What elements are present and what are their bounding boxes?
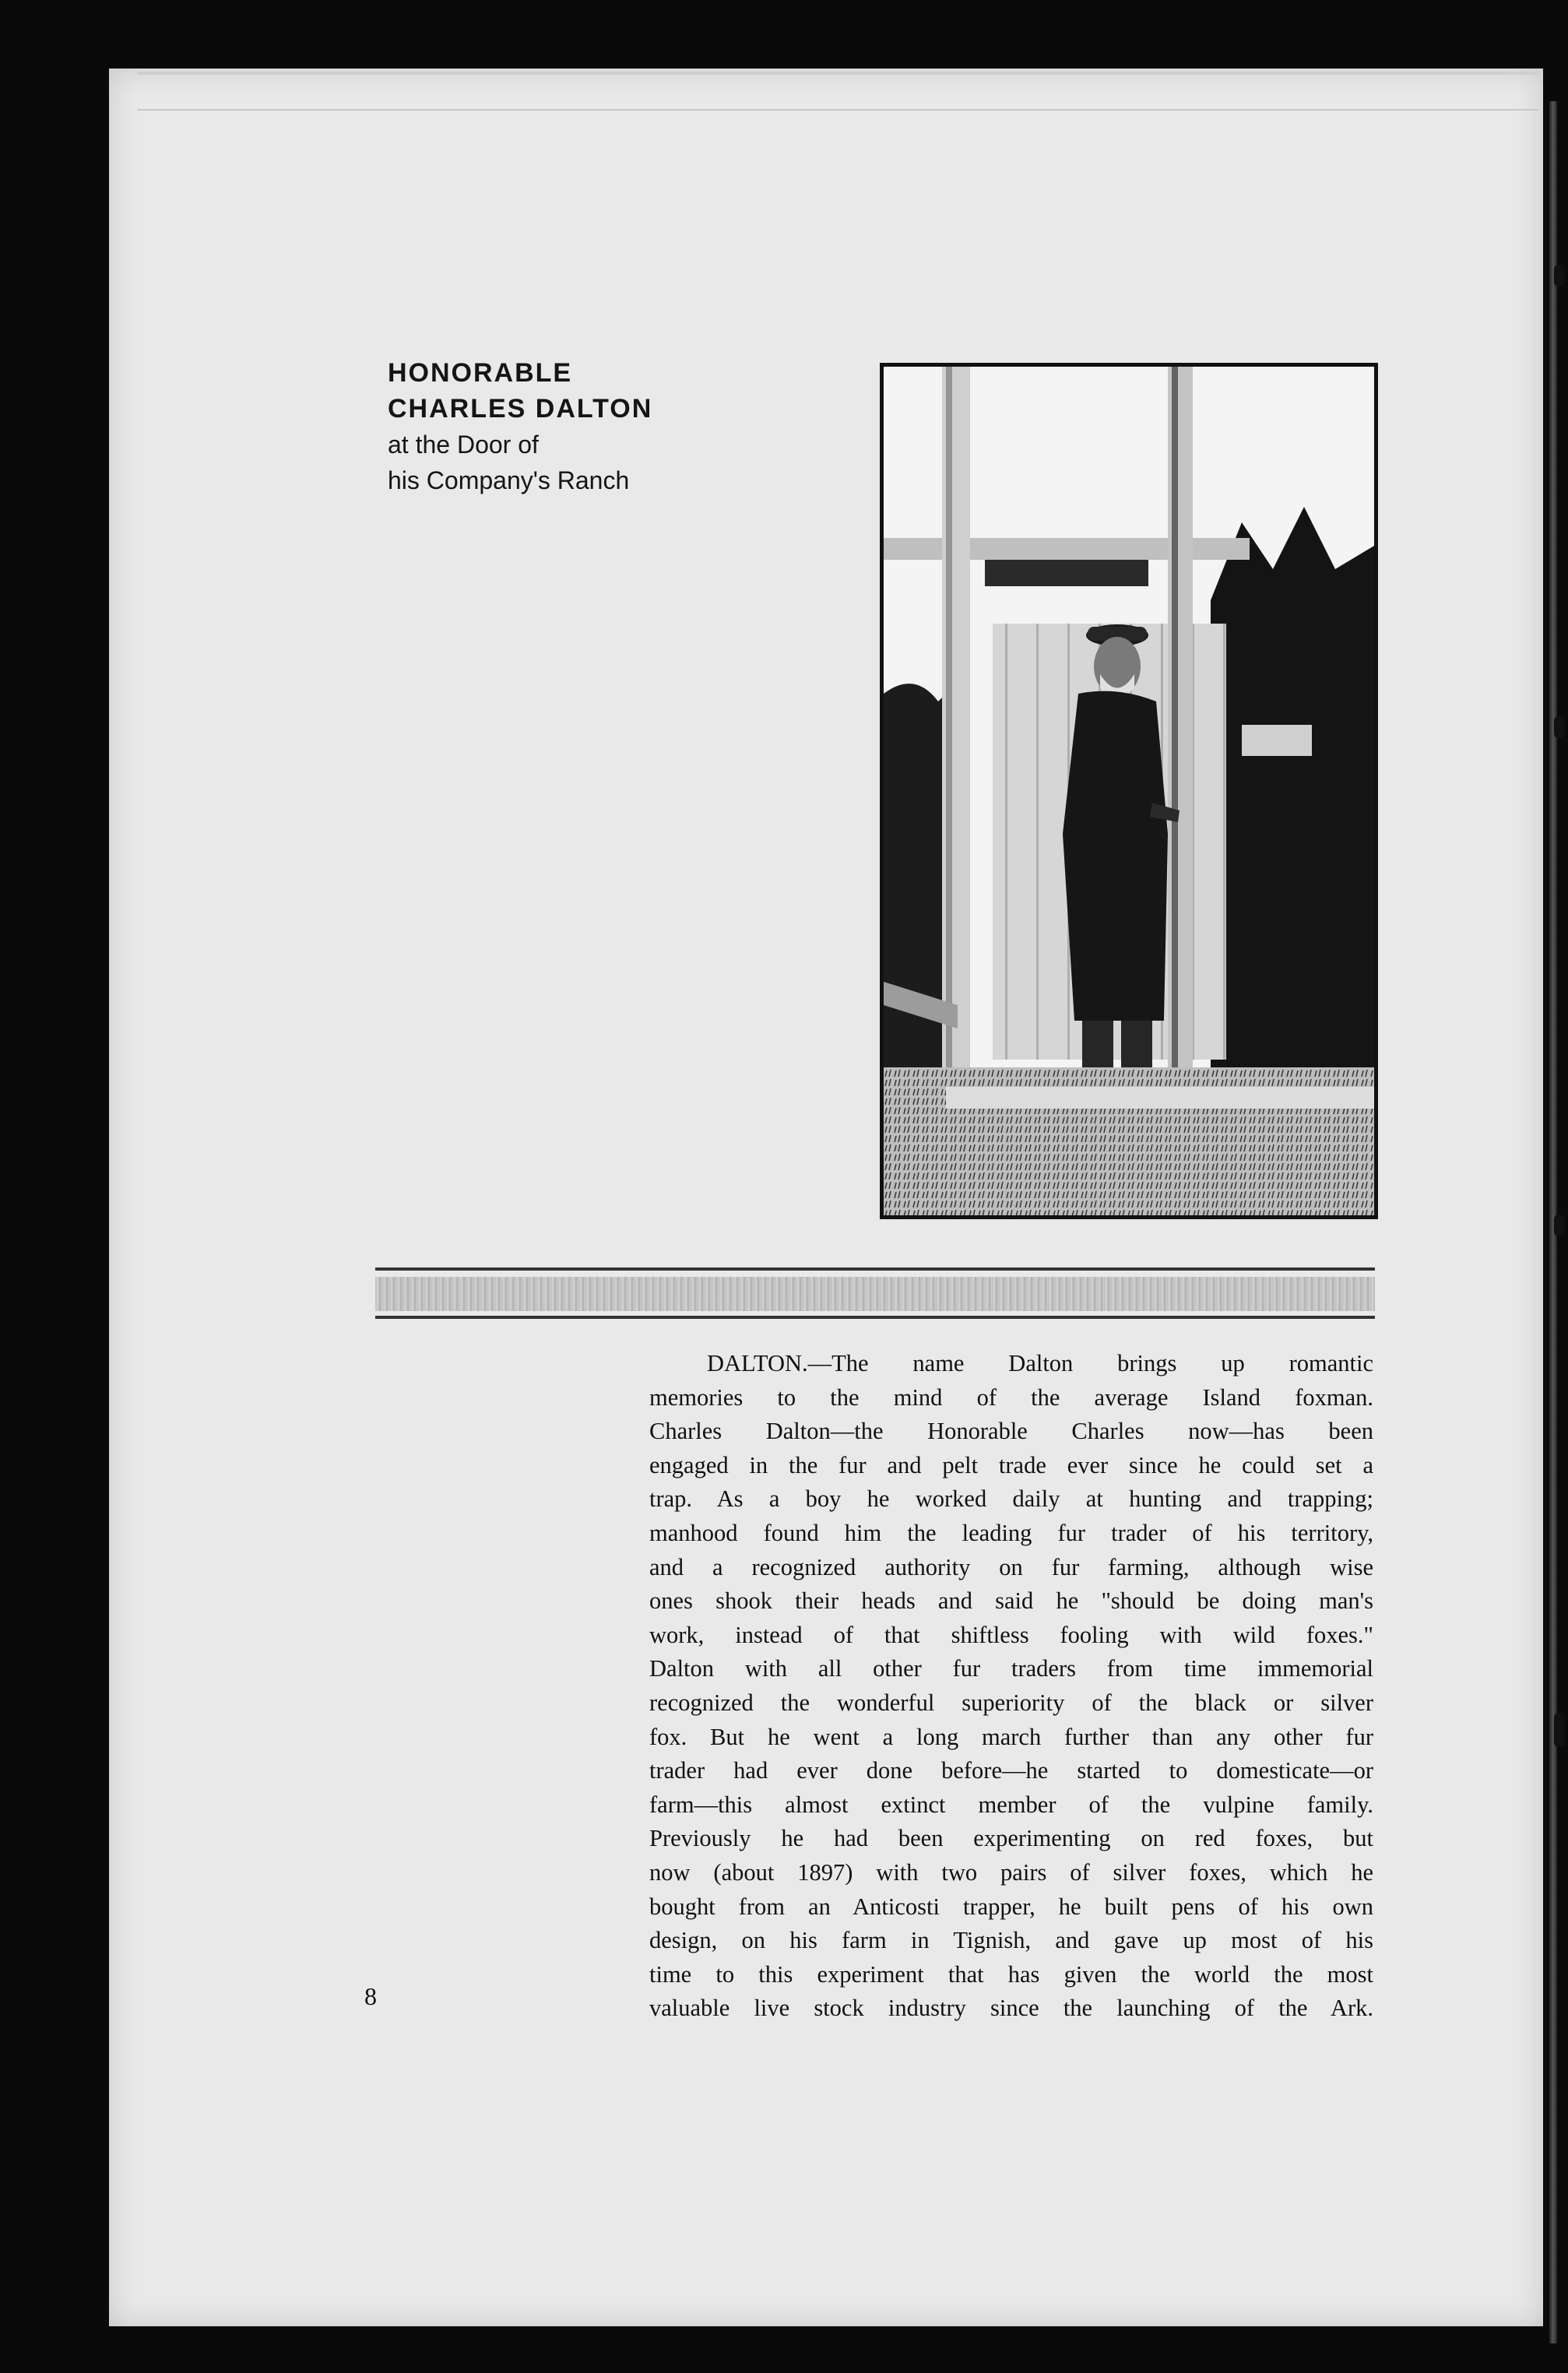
article-line: recognized the wonderful superiority of the black or silver: [649, 1689, 1373, 1716]
article-line: Charles Dalton—the Honorable Charles now—has been: [649, 1418, 1373, 1445]
binding-mark: [1554, 716, 1565, 738]
article-line: valuable live stock industry since the launching of the Ark.: [649, 1995, 1373, 2022]
article-line: design, on his farm in Tignish, and gave up most of his: [649, 1927, 1373, 1954]
photo-caption: [388, 355, 652, 498]
article-line: fox. But he went a long march further than any other fur: [649, 1723, 1373, 1750]
article-line: farm—this almost extinct member of the vulpine family.: [649, 1791, 1373, 1818]
article-line: manhood found him the leading fur trader of his territory,: [649, 1519, 1373, 1546]
binding-mark: [1554, 1713, 1565, 1747]
page-number: 8: [364, 1982, 377, 2010]
article-line: trader had ever done before—he started to domesticate—or: [649, 1757, 1373, 1784]
article-line: bought from an Anticosti trapper, he built pens of his own: [649, 1893, 1373, 1920]
divider-line-top: [375, 1267, 1375, 1271]
article-line: now (about 1897) with two pairs of silver foxes, which he: [649, 1858, 1373, 1886]
section-divider: [375, 1267, 1375, 1322]
caption-line-3: at the Door of: [388, 431, 539, 459]
portrait-photo: [880, 363, 1378, 1219]
portrait-photo-illustration: [884, 367, 1374, 1215]
article-line: work, instead of that shiftless fooling with wild foxes.": [649, 1621, 1373, 1648]
binding-mark: [1554, 1215, 1565, 1236]
divider-band: [375, 1277, 1375, 1311]
caption-title-line-1: HONORABLE: [388, 358, 573, 388]
article-body: [649, 1347, 1373, 2026]
article-line: Dalton with all other fur traders from time immemorial: [649, 1655, 1373, 1682]
article-line: Previously he had been experimenting on red foxes, but: [649, 1825, 1373, 1852]
caption-line-4: his Company's Ranch: [388, 466, 630, 494]
binding-mark: [1554, 265, 1565, 287]
article-line: DALTON.—The name Dalton brings up romantic: [707, 1350, 1373, 1376]
divider-line-bottom: [375, 1316, 1375, 1319]
article-line: time to this experiment that has given the world the most: [649, 1960, 1373, 1988]
article-line: engaged in the fur and pelt trade ever since he could set a: [649, 1451, 1373, 1478]
article-line: ones shook their heads and said he "should be doing man's: [649, 1587, 1373, 1615]
page-edge: [137, 72, 1538, 111]
article-line: and a recognized authority on fur farming, although wise: [649, 1553, 1373, 1580]
caption-title-line-2: CHARLES DALTON: [388, 394, 653, 424]
article-line: memories to the mind of the average Island foxman.: [649, 1383, 1373, 1411]
article-line: trap. As a boy he worked daily at hunting and trapping;: [649, 1485, 1373, 1513]
